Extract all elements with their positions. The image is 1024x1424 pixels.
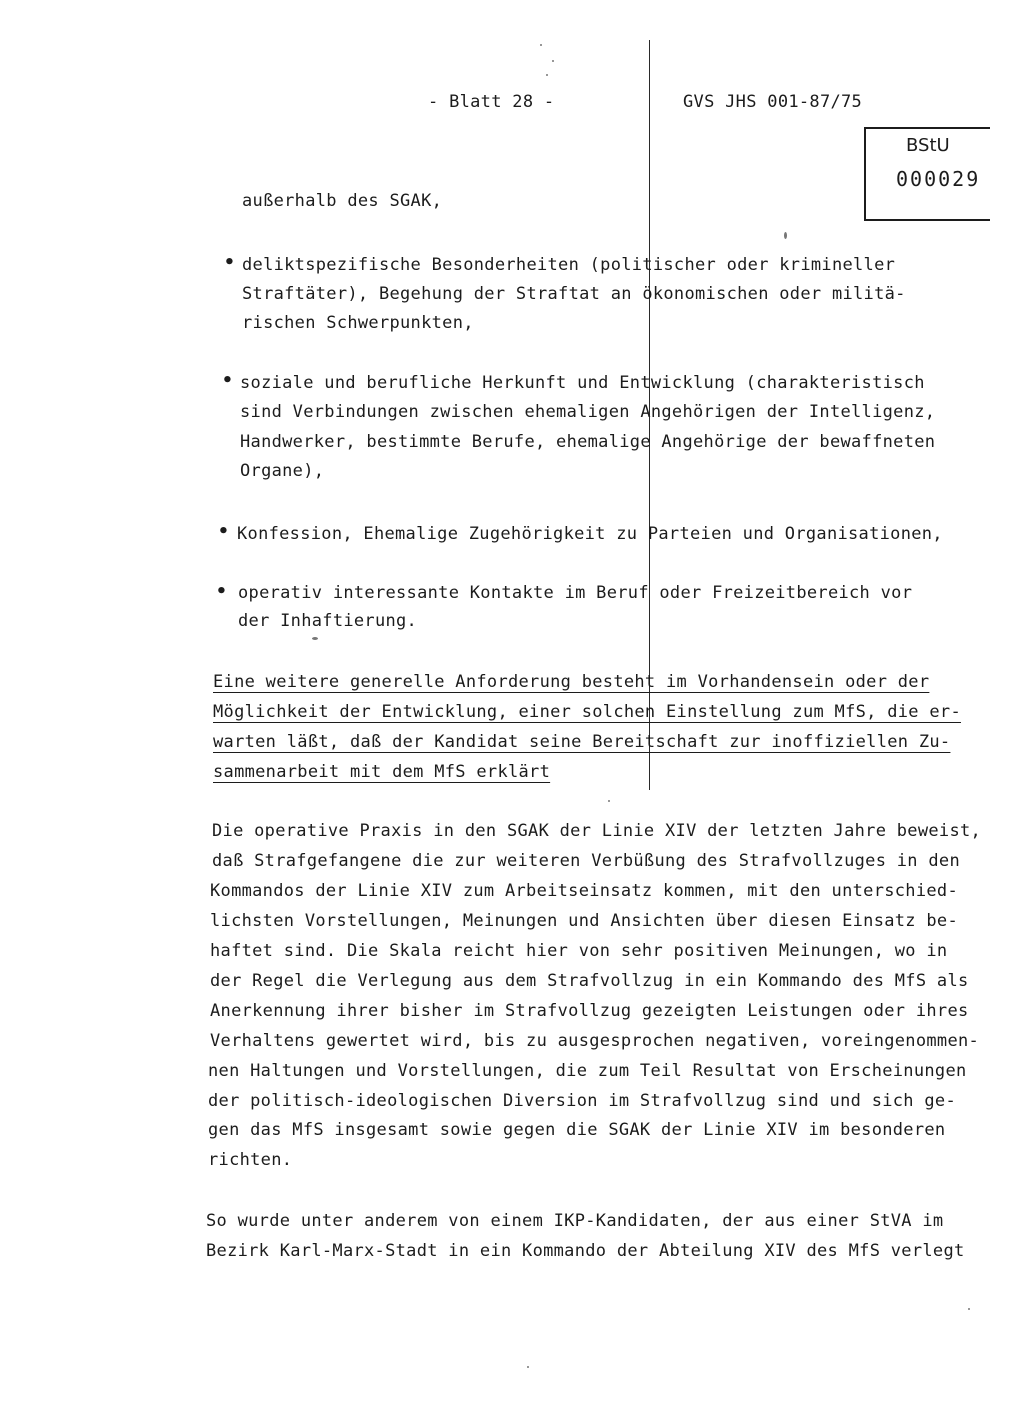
list-line: soziale und berufliche Herkunft und Entwicklung (charakteristisch [240, 373, 925, 393]
body-line: richten. [208, 1150, 293, 1170]
list-line: rischen Schwerpunkten, [242, 313, 474, 333]
underlined-line: Möglichkeit der Entwicklung, einer solchen Einstellung zum MfS, die er- [213, 702, 961, 722]
body-line: nen Haltungen und Vorstellungen, die zum Teil Resultat von Erscheinungen [208, 1061, 967, 1081]
list-line: Straftäter), Begehung der Straftat an ökonomischen oder militä- [242, 284, 906, 304]
body-line: Kommandos der Linie XIV zum Arbeitseinsatz kommen, mit den unterschied- [210, 881, 958, 901]
list-line: außerhalb des SGAK, [242, 191, 443, 211]
list-bullet: • [222, 370, 233, 391]
archive-stamp [864, 127, 990, 221]
underlined-line: warten läßt, daß der Kandidat seine Bereitschaft zur inoffiziellen Zu- [213, 732, 951, 752]
document-reference: GVS JHS 001-87/75 [683, 92, 863, 112]
list-bullet: • [218, 521, 229, 542]
list-line: sind Verbindungen zwischen ehemaligen Angehörigen der Intelligenz, [240, 402, 936, 422]
body-line: daß Strafgefangene die zur weiteren Verbüßung des Strafvollzuges in den [212, 851, 960, 871]
body-line: der Regel die Verlegung aus dem Strafvollzug in ein Kommando des MfS als [210, 971, 969, 991]
underlined-line: Eine weitere generelle Anforderung besteht im Vorhandensein oder der [213, 672, 930, 692]
page-number: - Blatt 28 - [428, 92, 555, 112]
body-line: Bezirk Karl-Marx-Stadt in ein Kommando der Abteilung XIV des MfS verlegt [206, 1241, 965, 1261]
scan-speck [312, 637, 318, 640]
list-bullet: • [224, 252, 235, 273]
list-line: Organe), [240, 461, 325, 481]
list-line: deliktspezifische Besonderheiten (politischer oder krimineller [242, 255, 896, 275]
list-bullet: • [216, 581, 227, 602]
body-line: Anerkennung ihrer bisher im Strafvollzug gezeigten Leistungen oder ihres [210, 1001, 969, 1021]
list-line: Konfession, Ehemalige Zugehörigkeit zu Parteien und Organisationen, [237, 524, 943, 544]
stamp-number: 000029 [896, 167, 981, 191]
body-line: der politisch-ideologischen Diversion im Strafvollzug sind und sich ge- [208, 1091, 956, 1111]
scan-speck [608, 800, 610, 802]
list-line: der Inhaftierung. [238, 611, 418, 631]
body-line: haftet sind. Die Skala reicht hier von sehr positiven Meinungen, wo in [210, 941, 948, 961]
scan-speck [527, 1366, 529, 1368]
list-line: Handwerker, bestimmte Berufe, ehemalige Angehörige der bewaffneten [240, 432, 936, 452]
list-line: operativ interessante Kontakte im Beruf oder Freizeitbereich vor [238, 583, 913, 603]
underlined-line: sammenarbeit mit dem MfS erklärt [213, 762, 551, 782]
scan-speck [784, 232, 787, 239]
body-line: lichsten Vorstellungen, Meinungen und Ansichten über diesen Einsatz be- [210, 911, 958, 931]
scan-speck [540, 44, 542, 46]
scan-speck [546, 74, 548, 76]
scan-speck [968, 1308, 970, 1310]
body-line: Die operative Praxis in den SGAK der Linie XIV der letzten Jahre beweist, [212, 821, 982, 841]
body-line: gen das MfS insgesamt sowie gegen die SGAK der Linie XIV im besonderen [208, 1120, 946, 1140]
stamp-label: BStU [906, 135, 950, 156]
body-line: So wurde unter anderem von einem IKP-Kandidaten, der aus einer StVA im [206, 1211, 944, 1231]
scan-speck [552, 60, 554, 62]
body-line: Verhaltens gewertet wird, bis zu ausgesprochen negativen, voreingenommen- [210, 1031, 980, 1051]
